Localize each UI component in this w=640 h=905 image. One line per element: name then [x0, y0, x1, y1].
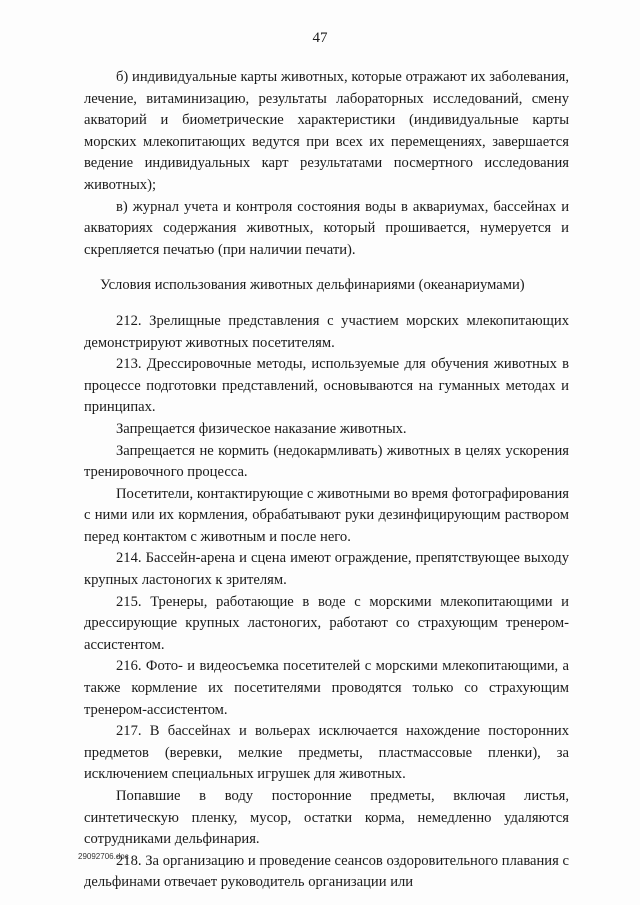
paragraph-item-v: в) журнал учета и контроля состояния воды в аквариумах, бассейнах и акваториях содержания животных, который прошивается, нумеруется и скрепляется печатью (при наличии печати).: [84, 198, 569, 258]
paragraph-215: 215. Тренеры, работающие в воде с морскими млекопитающими и дрессирующие крупных ластоногих, работают со страхующим тренером-ассистентом.: [84, 593, 569, 653]
paragraph-217-removal: Попавшие в воду посторонние предметы, включая листья, синтетическую пленку, мусор, остатки корма, немедленно удаляются сотрудниками дельфинария.: [84, 788, 569, 848]
footer-filename: 29092706.doc: [78, 852, 129, 861]
section-heading: Условия использования животных дельфинариями (океанариумами): [100, 277, 525, 294]
paragraph-213-feeding: Запрещается не кормить (недокармливать) животных в целях ускорения тренировочного процесса.: [84, 442, 569, 481]
paragraph-213: 213. Дрессировочные методы, используемые для обучения животных в процессе подготовки представлений, основываются на гуманных методах и принципах.: [84, 356, 569, 416]
paragraph-218: 218. За организацию и проведение сеансов оздоровительного плавания с дельфинами отвечает руководитель организации или: [84, 852, 569, 891]
document-body: [84, 67, 569, 894]
paragraph-212: 212. Зрелищные представления с участием морских млекопитающих демонстрируют животных посетителям.: [84, 312, 569, 351]
page-number: 47: [312, 30, 328, 46]
paragraph-213-punishment: Запрещается физическое наказание животных.: [116, 420, 407, 437]
paragraph-213-visitors: Посетители, контактирующие с животными во время фотографирования с ними или их кормления, обрабатывают руки дезинфицирующим раствором перед контактом с животным и после него.: [84, 485, 569, 545]
paragraph-217: 217. В бассейнах и вольерах исключается нахождение посторонних предметов (веревки, мелкие предметы, пластмассовые пленки), за исключением специальных игрушек для животных.: [84, 723, 569, 783]
paragraph-214: 214. Бассейн-арена и сцена имеют ограждение, препятствующее выходу крупных ластоногих к зрителям.: [84, 550, 569, 589]
paragraph-216: 216. Фото- и видеосъемка посетителей с морскими млекопитающими, а также кормление их посетителями проводятся только со страхующим тренером-ассистентом.: [84, 658, 569, 718]
paragraph-item-b: б) индивидуальные карты животных, которые отражают их заболевания, лечение, витаминизацию, результаты лабораторных исследований, смену акваторий и биометрические характеристики (индивидуальные карты морских млекопитающих ведутся при всех их перемещениях, завершается ведение индивидуальных карт результатами посмертного исследования животных);: [84, 69, 569, 193]
